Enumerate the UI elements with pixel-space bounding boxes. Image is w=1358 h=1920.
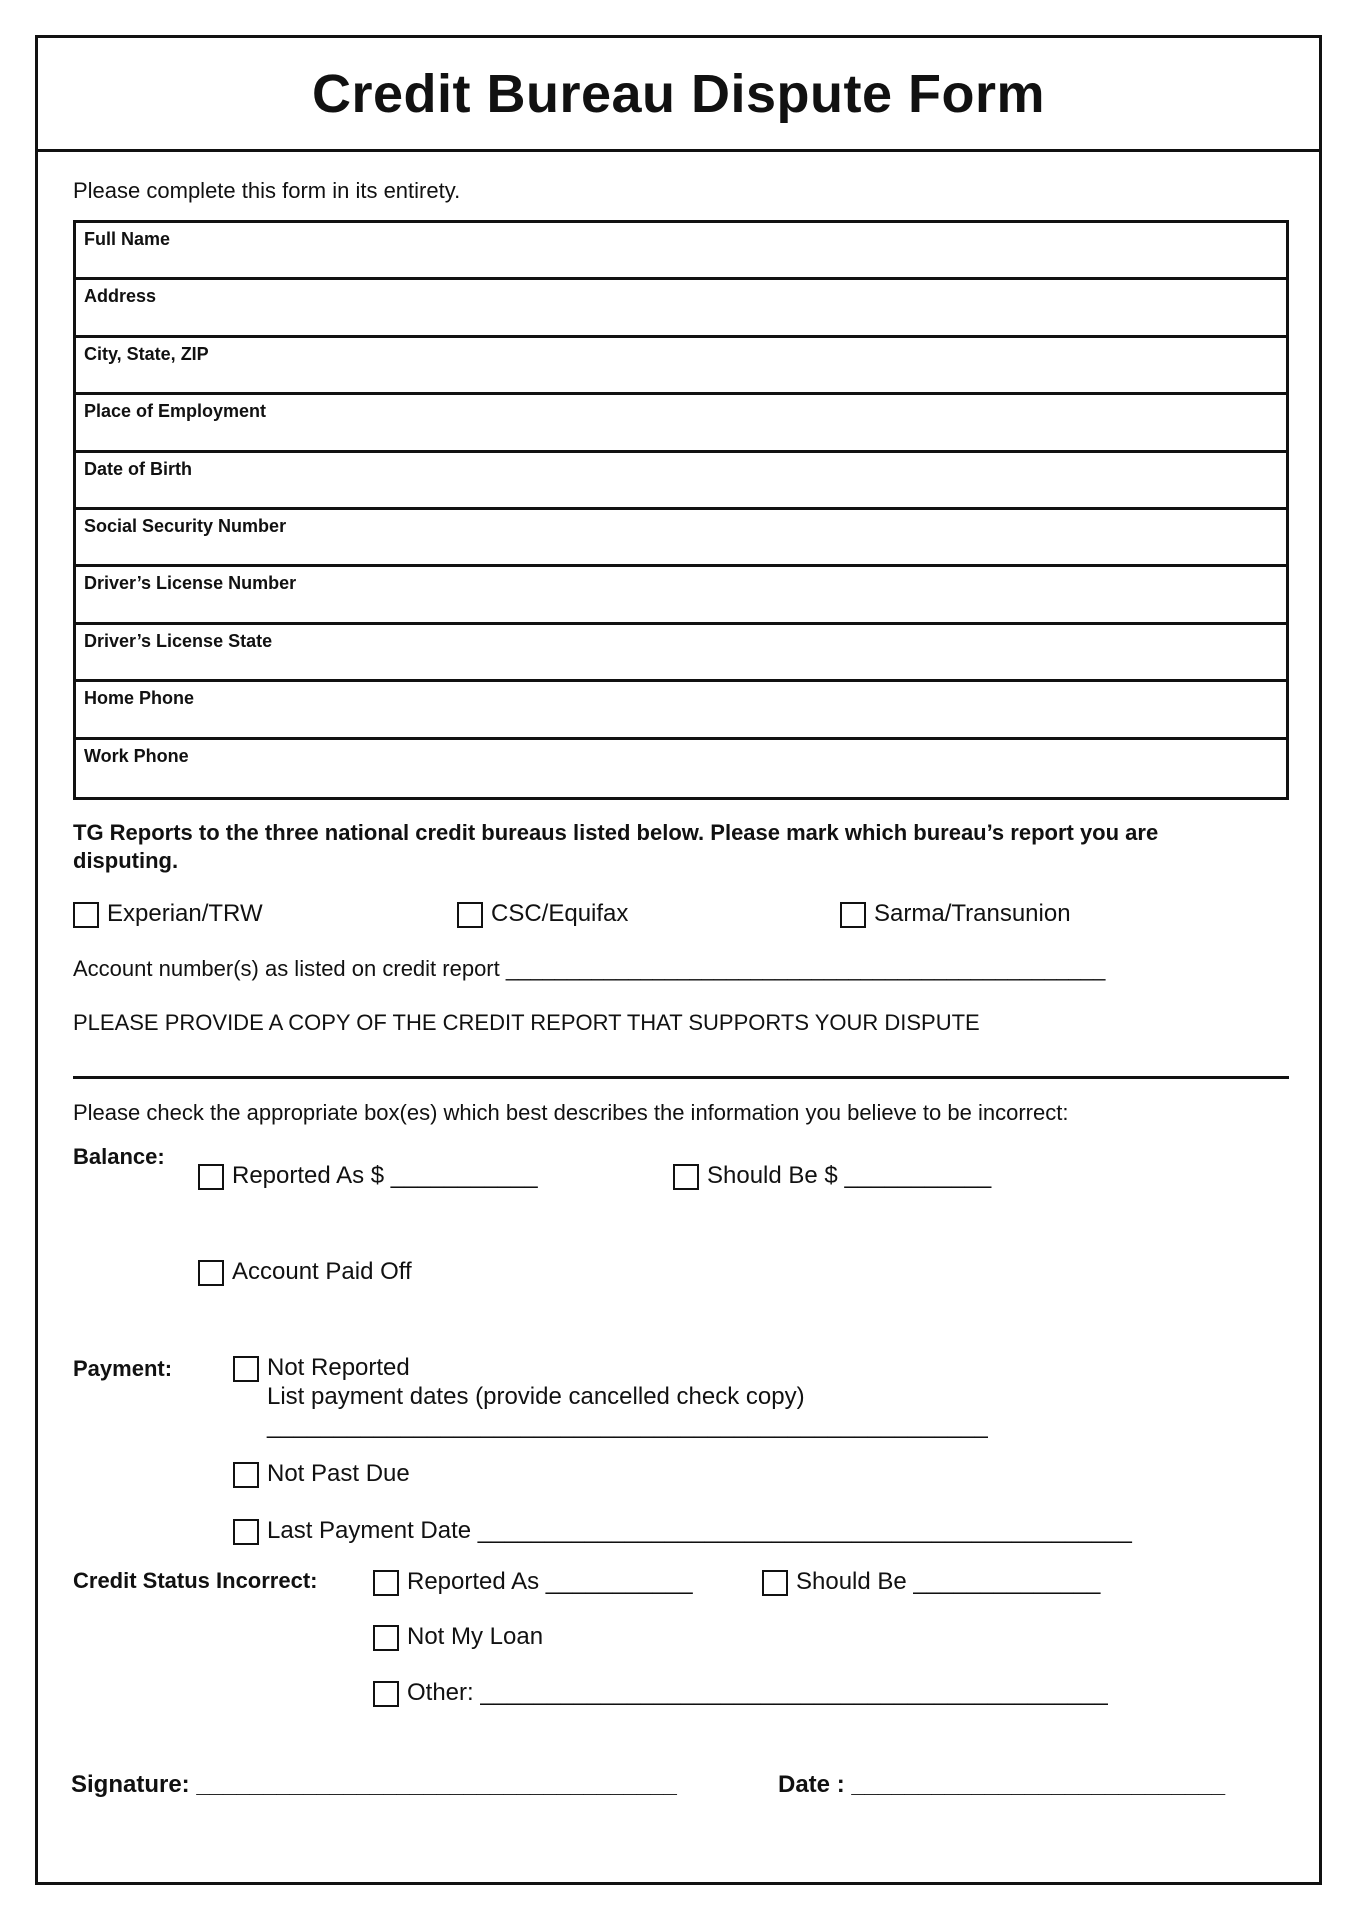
signature-line[interactable]: Signature: ____________________________________	[71, 1771, 677, 1798]
intro-text: Please complete this form in its entirety.	[73, 178, 461, 203]
field-drivers-license-number[interactable]	[76, 567, 1286, 624]
balance-should-be-checkbox[interactable]	[673, 1164, 699, 1190]
field-label: Social Security Number	[84, 515, 287, 536]
bureau-instruction-line1: TG Reports to the three national credit bureaus listed below. Please mark which bureau’s report you are	[73, 820, 1159, 845]
page-title: Credit Bureau Dispute Form	[311, 63, 1046, 124]
balance-reported-as-label: Reported As $ ___________	[232, 1162, 538, 1189]
balance-reported-as-checkbox[interactable]	[198, 1164, 224, 1190]
status-should-be-checkbox[interactable]	[762, 1570, 788, 1596]
form-frame	[35, 35, 1322, 1885]
date-line[interactable]: Date : ____________________________	[778, 1771, 1226, 1798]
not-my-loan-checkbox[interactable]	[373, 1625, 399, 1651]
other-checkbox[interactable]	[373, 1681, 399, 1707]
field-ssn[interactable]	[76, 510, 1286, 567]
status-reported-as-label: Reported As ___________	[407, 1568, 693, 1595]
equifax-checkbox[interactable]	[457, 902, 483, 928]
field-label: Work Phone	[84, 745, 189, 766]
account-paid-off-checkbox[interactable]	[198, 1260, 224, 1286]
field-home-phone[interactable]	[76, 682, 1286, 739]
field-label: Driver’s License Number	[84, 573, 297, 594]
not-reported-label: Not Reported	[267, 1354, 410, 1381]
transunion-checkbox[interactable]	[840, 902, 866, 928]
field-work-phone[interactable]	[76, 740, 1286, 797]
personal-info-table	[73, 220, 1289, 800]
experian-checkbox[interactable]	[73, 902, 99, 928]
field-date-of-birth[interactable]	[76, 453, 1286, 510]
last-payment-date-checkbox[interactable]	[233, 1519, 259, 1545]
payment-dates-line[interactable]: ______________________________________________________	[267, 1412, 988, 1439]
title-bar	[38, 38, 1319, 152]
field-label: Driver’s License State	[84, 630, 273, 651]
field-city-state-zip[interactable]	[76, 338, 1286, 395]
field-drivers-license-state[interactable]	[76, 625, 1286, 682]
not-reported-checkbox[interactable]	[233, 1356, 259, 1382]
not-my-loan-label: Not My Loan	[407, 1623, 544, 1650]
status-should-be-label: Should Be ______________	[796, 1568, 1101, 1595]
check-instruction: Please check the appropriate box(es) which best describes the information you believe to be incorrect:	[73, 1100, 1069, 1125]
field-label: Full Name	[84, 229, 171, 249]
field-label: Address	[84, 286, 157, 307]
field-label: City, State, ZIP	[84, 343, 209, 364]
status-reported-as-checkbox[interactable]	[373, 1570, 399, 1596]
balance-label: Balance:	[73, 1144, 165, 1169]
balance-should-be-label: Should Be $ ___________	[707, 1162, 992, 1189]
section-divider	[73, 1076, 1289, 1079]
field-place-of-employment[interactable]	[76, 395, 1286, 452]
field-label: Home Phone	[84, 688, 195, 709]
other-line[interactable]: Other: _______________________________________________	[407, 1679, 1108, 1706]
copy-notice: PLEASE PROVIDE A COPY OF THE CREDIT REPORT THAT SUPPORTS YOUR DISPUTE	[73, 1010, 980, 1035]
account-number-line[interactable]: Account number(s) as listed on credit report _________________________________________________	[73, 956, 1106, 981]
experian-label: Experian/TRW	[107, 900, 263, 927]
field-address[interactable]	[76, 280, 1286, 337]
list-payment-dates-label: List payment dates (provide cancelled check copy)	[267, 1383, 805, 1410]
equifax-label: CSC/Equifax	[491, 900, 629, 927]
not-past-due-label: Not Past Due	[267, 1460, 410, 1487]
field-full-name[interactable]	[76, 223, 1286, 280]
not-past-due-checkbox[interactable]	[233, 1462, 259, 1488]
transunion-label: Sarma/Transunion	[874, 900, 1071, 927]
credit-status-label: Credit Status Incorrect:	[73, 1568, 318, 1593]
bureau-instruction-line2: disputing.	[73, 848, 179, 873]
field-label: Date of Birth	[84, 458, 192, 479]
last-payment-date-line[interactable]: Last Payment Date _________________________________________________	[267, 1517, 1132, 1544]
account-paid-off-label: Account Paid Off	[232, 1258, 412, 1285]
payment-label: Payment:	[73, 1356, 173, 1381]
field-label: Place of Employment	[84, 401, 267, 422]
